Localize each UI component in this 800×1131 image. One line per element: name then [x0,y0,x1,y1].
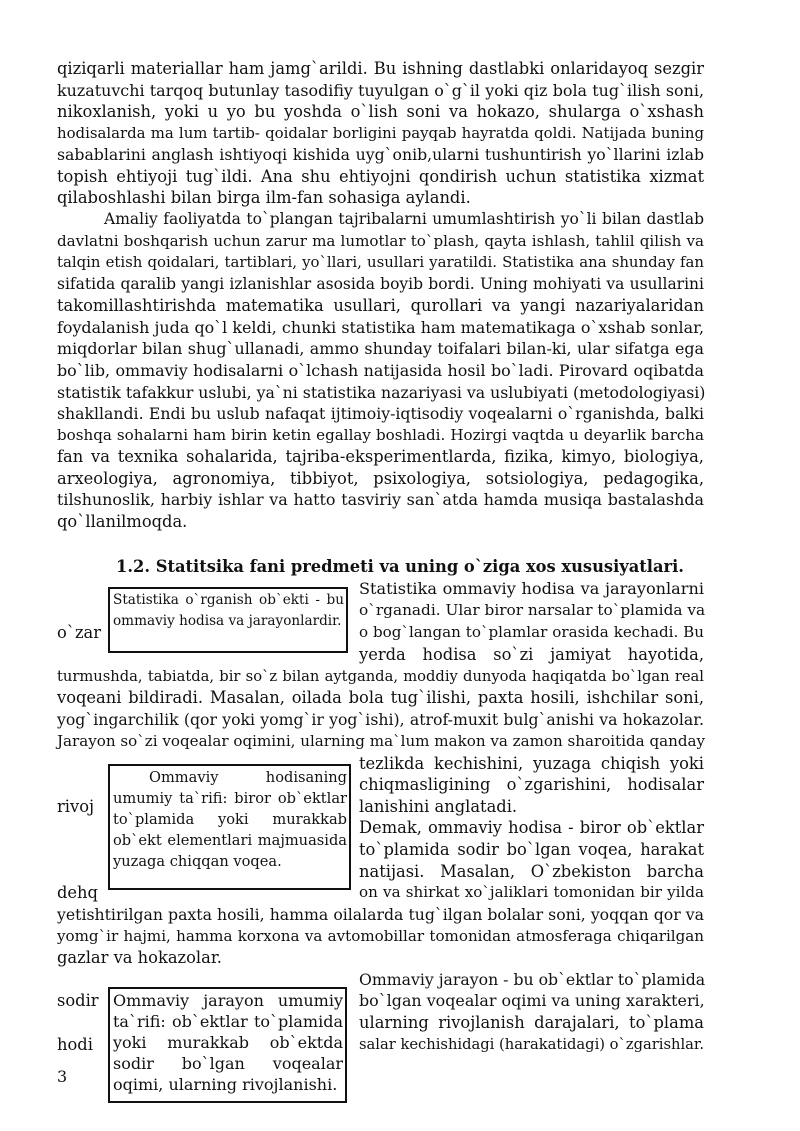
paragraph2-line: fan va texnika sohalarida, tajriba-eksperimentlarda, fizika, kimyo, biologiya, [57,447,704,466]
section2-right-line: tezlikda kechishini, yuzaga chiqish yoki [359,754,704,773]
definition-box-statistics-object: Statistika o`rganish ob`ekti - bu ommaviy hodisa va jarayonlardir. [108,587,348,653]
section3-right-line: ularning rivojlanish darajalari, to`plama [359,1013,704,1032]
section2-side-fragment-bottom: dehq [57,883,98,902]
definition-box-mass-phenomenon: Ommaviy hodisaning umumiy ta`rifi: biror ob`ektlar to`plamida yoki murakkab ob`ekt elementlari majmuasida yuzaga chiqqan voqea. [108,764,351,890]
section2-side-fragment-top: rivoj [57,797,95,816]
page-number: 3 [57,1067,68,1086]
section3-right-line: Ommaviy jarayon - bu ob`ektlar to`plamida [359,970,706,989]
section-heading: 1.2. Statitsika fani predmeti va uning o`ziga xos xususiyatlari. [116,557,684,576]
paragraph2-line: sifatida qaralib yangi izlanishlar asosida boyib bordi. Uning mohiyati va usullarini [57,275,704,293]
paragraph2-line: arxeologiya, agronomiya, tibbiyot, psixologiya, sotsiologiya, pedagogika, [57,469,704,488]
paragraph2-line: takomillashtirishda matematika usullari, qurollari va yangi nazariyalaridan [57,296,704,315]
paragraph1-line: nikoxlanish, yoki u yo bu yoshda o`lish soni va hokazo, shularga o`xshash [57,102,704,121]
paragraph2-line: statistik tafakkur uslubi, ya`ni statistika nazariyasi va uslubiyati (metodologiyasi) [57,383,706,402]
paragraph2-line: davlatni boshqarish uchun zarur ma lumotlar to`plash, qayta ishlash, tahlil qilish va [57,232,704,250]
paragraph2-line: talqin etish qoidalari, tartiblari, yo`llari, usullari yaratildi. Statistika ana shunday fan [57,253,704,271]
paragraph1-line: sabablarini anglash ishtiyoqi kishida uyg`onib,ularni tushuntirish yo`llarini izlab [57,145,704,164]
section1-right-line: Statistika ommaviy hodisa va jarayonlarni [359,579,704,598]
section2-line: gazlar va hokazolar. [57,948,222,967]
paragraph2-line: tilshunoslik, harbiy ishlar va hatto tasviriy san`atda hamda musiqa bastalashda [57,490,704,509]
section3-right-line: bo`lgan voqealar oqimi va uning xarakteri, [359,991,705,1010]
section2-right-line: on va shirkat xo`jaliklari tomonidan bir yilda [359,883,704,901]
definition-box-mass-process: Ommaviy jarayon umumiy ta`rifi: ob`ektlar to`plamida yoki murakkab ob`ektda sodir bo`lgan voqealar oqimi, ularning rivojlanishi. [108,987,347,1103]
section2-line: yetishtirilgan paxta hosili, hamma oilalarda tug`ilgan bolalar soni, yoqqan qor va [57,905,704,924]
paragraph2-line: boshqa sohalarni ham birin ketin egallay boshladi. Hozirgi vaqtda u deyarlik barcha [57,426,704,444]
section1-side-fragment: o`zar [57,623,102,642]
section1-line: Jarayon so`zi voqealar oqimini, ularning ma`lum makon va zamon sharoitida qanday [57,732,706,750]
section3-right-line: salar kechishidagi (harakatidagi) o`zgarishlar. [359,1036,704,1053]
section2-right-line: natijasi. Masalan, O`zbekiston barcha [359,862,704,881]
paragraph1-line: qilaboshlashi bilan birga ilm-fan sohasiga aylandi. [57,188,471,207]
paragraph2-line: miqdorlar bilan shug`ullanadi, ammo shunday toifalari bilan-ki, ular sifatga ega [57,339,704,358]
section2-right-line: to`plamida sodir bo`lgan voqea, harakat [359,840,704,859]
paragraph1-line: hodisalarda ma lum tartib- qoidalar borligini payqab hayratda qoldi. Natijada buning [57,124,704,142]
section2-right-line: chiqmasligining o`zgarishini, hodisalar [359,775,704,794]
paragraph1-line: kuzatuvchi tarqoq butunlay tasodifiy tuyulgan o`g`il yoki qiz bola tug`ilish soni, [57,81,704,100]
section3-side-fragment-bottom: hodi [57,1035,93,1054]
section2-line: yomg`ir hajmi, hamma korxona va avtomobillar tomonidan atmosferaga chiqarilgan [57,927,704,945]
paragraph1-line: qiziqarli materiallar ham jamg`arildi. Bu ishning dastlabki onlaridayoq sezgir [57,59,704,78]
paragraph2-line: shakllandi. Endi bu uslub nafaqat ijtimoiy-iqtisodiy voqealarni o`rganishda, balki [57,404,704,423]
section1-right-line: o`rganadi. Ular biror narsalar to`plamida va [359,601,706,619]
paragraph2-line: qo`llanilmoqda. [57,512,188,531]
section3-side-fragment-top: sodir [57,991,99,1010]
section1-line: yog`ingarchilik (qor yoki yomg`ir yog`ishi), atrof-muxit bulg`anishi va hokazolar. [57,710,704,729]
paragraph2-line: foydalanish juda qo`l keldi, chunki statistika ham matematikaga o`xshab sonlar, [57,318,704,337]
paragraph2-first-line: Amaliy faoliyatda to`plangan tajribalarni umumlashtirish yo`li bilan dastlab [104,210,704,228]
section1-line: turmushda, tabiatda, bir so`z bilan aytganda, moddiy dunyoda haqiqatda bo`lgan real [57,668,704,685]
paragraph1-line: topish ehtiyoji tug`ildi. Ana shu ehtiyojni qondirish uchun statistika xizmat [57,167,704,186]
section2-right-line: lanishini anglatadi. [359,797,518,816]
section1-right-line: yerda hodisa so`zi jamiyat hayotida, [359,645,704,664]
section2-right-line: Demak, ommaviy hodisa - biror ob`ektlar [359,818,704,837]
section1-right-line: o bog`langan to`plamlar orasida kechadi. Bu [359,623,704,641]
paragraph2-line: bo`lib, ommaviy hodisalarni o`lchash natijasida hosil bo`ladi. Pirovard oqibatda [57,361,704,380]
section1-line: voqeani bildiradi. Masalan, oilada bola tug`ilishi, paxta hosili, ishchilar soni, [57,688,704,707]
